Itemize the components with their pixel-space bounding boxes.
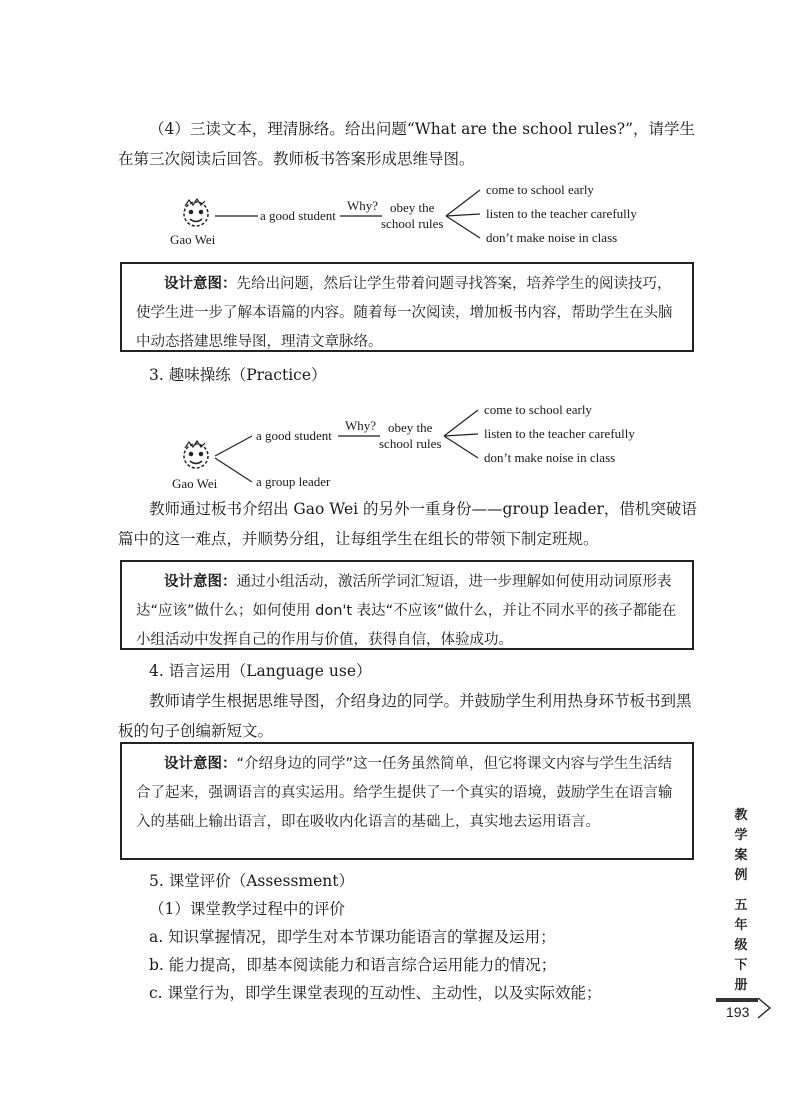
obey-label-line1: obey the xyxy=(388,420,433,435)
gao-wei-face-icon xyxy=(184,441,208,468)
page-number xyxy=(716,998,776,1024)
mind-map-1 xyxy=(0,182,800,252)
assessment-item-1: （1）课堂教学过程中的评价 xyxy=(149,900,345,918)
side-label-grade: 五 年 级 下 册 xyxy=(734,898,748,993)
rule-2: listen to the teacher carefully xyxy=(484,426,635,441)
design-intent-text: “介绍身边的同学”这一任务虽然简单，但它将课文内容与学生生活结合了起来，强调语言的真实运用。给学生提供了一个真实的语境，鼓励学生在语言输入的基础上输出语言，即在吸收内化语言的基础上，真实地去运用语言。 xyxy=(136,756,673,830)
why-label: Why? xyxy=(347,198,379,213)
section-5-heading: 5. 课堂评价（Assessment） xyxy=(149,872,354,890)
design-intent-label: 设计意图： xyxy=(164,574,237,590)
gao-wei-label: Gao Wei xyxy=(170,232,216,247)
mind-map-2 xyxy=(0,398,800,492)
rule-1: come to school early xyxy=(486,182,594,197)
node-good-student: a good student xyxy=(260,208,336,223)
design-intent-box-2 xyxy=(120,560,694,650)
obey-label-line2: school rules xyxy=(381,216,444,231)
practice-paragraph: 教师通过板书介绍出 Gao Wei 的另外一重身份——group leader，借机突破语篇中的这一难点，并顺势分组，让每组学生在组长的带领下制定班规。 xyxy=(118,500,697,548)
rule-1: come to school early xyxy=(484,402,592,417)
design-intent-text: 通过小组活动，激活所学词汇短语，进一步理解如何使用动词原形表达“应该”做什么；如何使用 don't 表达“不应该”做什么，并让不同水平的孩子都能在小组活动中发挥自己的作用与价值，获得自信，体验成功。 xyxy=(136,574,677,648)
obey-label-line1: obey the xyxy=(390,200,435,215)
design-intent-box-3 xyxy=(120,742,694,860)
rule-3: don’t make noise in class xyxy=(486,230,618,245)
node-good-student: a good student xyxy=(256,428,332,443)
design-intent-label: 设计意图： xyxy=(164,756,237,772)
rule-3: don’t make noise in class xyxy=(484,450,616,465)
design-intent-text: 先给出问题，然后让学生带着问题寻找答案，培养学生的阅读技巧，使学生进一步了解本语篇的内容。随着每一次阅读，增加板书内容，帮助学生在头脑中动态搭建思维导图，理清文章脉络。 xyxy=(136,276,673,350)
gao-wei-face-icon xyxy=(184,199,208,226)
design-intent-box-1 xyxy=(120,262,694,352)
design-intent-label: 设计意图： xyxy=(164,276,237,292)
assessment-item-a: a. 知识掌握情况，即学生对本节课功能语言的掌握及运用； xyxy=(149,928,556,946)
side-label-teaching-cases: 教 学 案 例 xyxy=(734,808,748,883)
node-group-leader: a group leader xyxy=(256,474,331,489)
language-use-paragraph: 教师请学生根据思维导图，介绍身边的同学。并鼓励学生利用热身环节板书到黑板的句子创编新短文。 xyxy=(118,692,692,740)
assessment-item-b: b. 能力提高，即基本阅读能力和语言综合运用能力的情况； xyxy=(149,956,557,974)
assessment-item-c: c. 课堂行为，即学生课堂表现的互动性、主动性，以及实际效能； xyxy=(149,984,602,1002)
rule-2: listen to the teacher carefully xyxy=(486,206,637,221)
why-label: Why? xyxy=(345,418,377,433)
page-number-text: 193 xyxy=(726,1004,750,1020)
section-4-heading: 4. 语言运用（Language use） xyxy=(149,662,372,680)
step4-paragraph: （4）三读文本，理清脉络。给出问题“What are the school rules?”，请学生在第三次阅读后回答。教师板书答案形成思维导图。 xyxy=(118,120,696,168)
obey-label-line2: school rules xyxy=(379,436,442,451)
gao-wei-label: Gao Wei xyxy=(172,476,218,491)
section-3-heading: 3. 趣味操练（Practice） xyxy=(149,366,327,384)
